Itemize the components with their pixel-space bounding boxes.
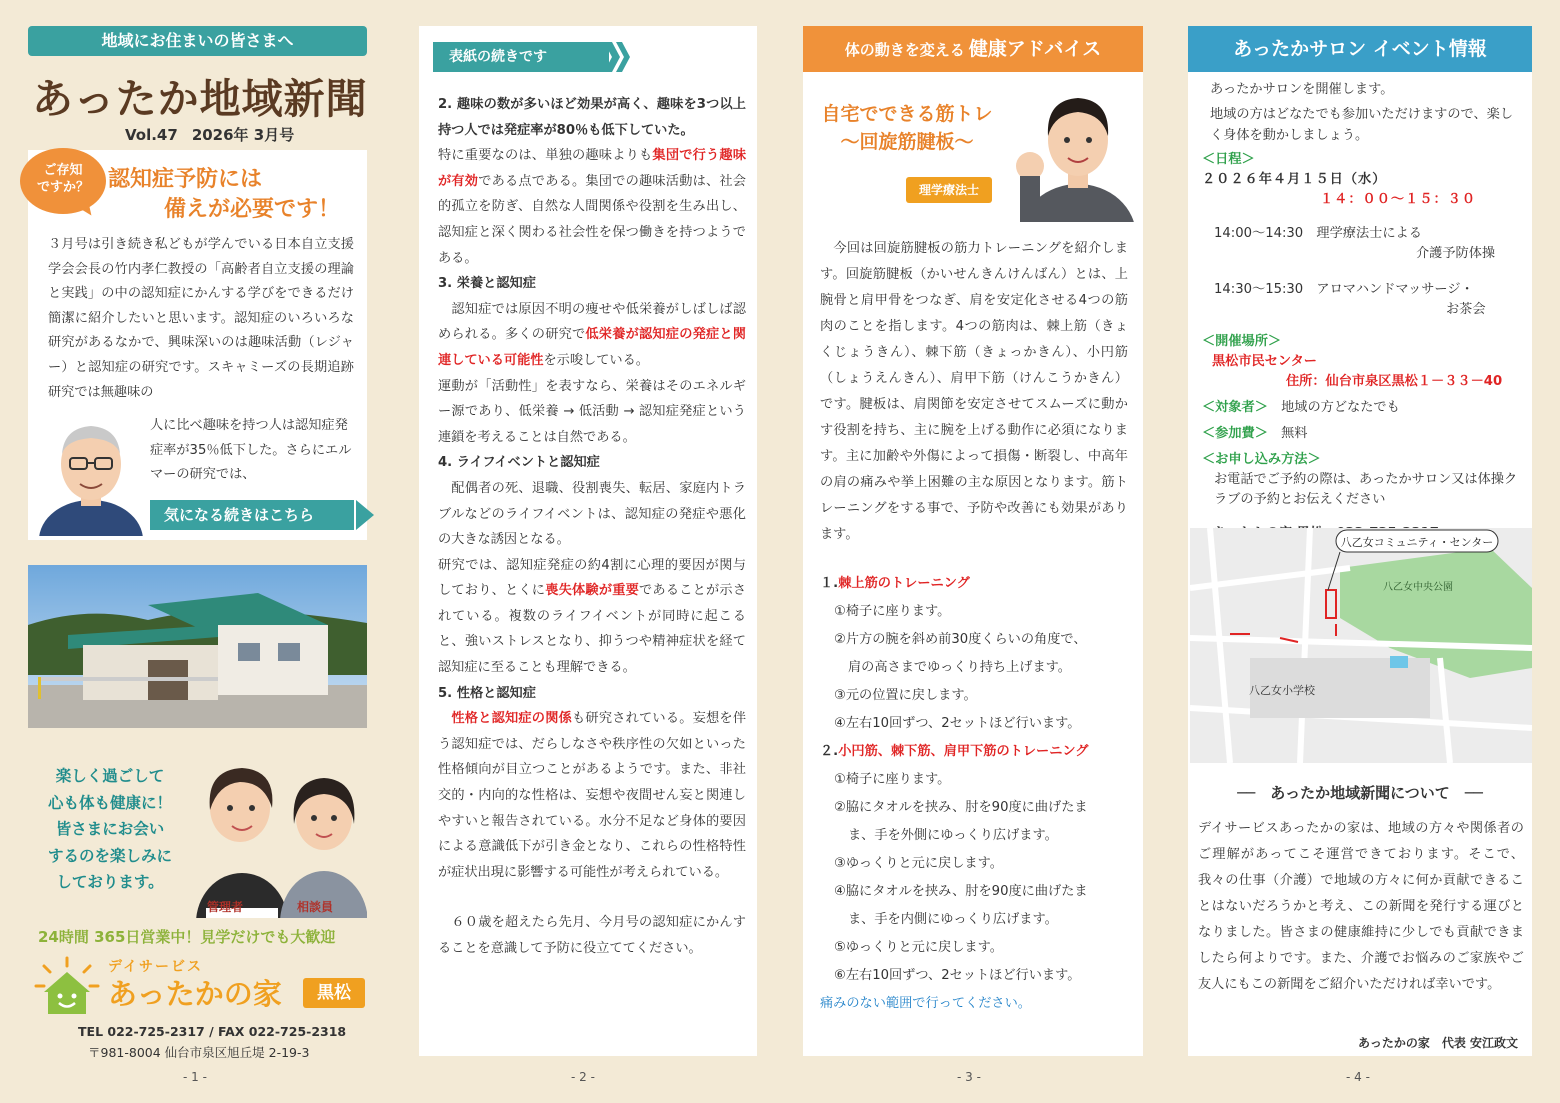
place-label: ＜開催場所＞ (1202, 334, 1282, 349)
section-title: 棘上筋のトレーニング (838, 576, 970, 591)
event-time: １４：００～１５：３０ (1320, 192, 1477, 207)
branch-badge: 黒松 (303, 978, 365, 1008)
page-number-2: - 2 - (571, 1070, 595, 1084)
facility-photo (28, 565, 367, 728)
place-address: 住所：仙台市泉区黒松１－３３－40 (1286, 374, 1503, 389)
step: ④脇にタオルを挟み、肘を90度に曲げたま (834, 884, 1088, 899)
health-advice-banner (803, 26, 1143, 72)
staff-greeting (30, 763, 190, 896)
about-text: デイサービスあったかの家は、地域の方々や関係者のご理解があってこそ運営できております。そこで、我々の仕事（介護）で地域の方々に何か貢献できることはないだろうかと考え、この新聞を発行する運びとなりました。皆さまの健康維持に少しでも貢献できましたら何よりです。また、介護でお悩みのご家族やご友人にもこの新聞をご紹介いただければ幸いです。 (1198, 821, 1524, 992)
greeting-line-1: 楽しく過ごして (55, 767, 165, 785)
volume-number: Vol.47 (125, 126, 178, 144)
page-number-4: - 4 - (1346, 1070, 1370, 1084)
did-you-know-bubble (20, 148, 106, 214)
apply-method: お電話でご予約の際は、あったかサロン又は体操クラブの予約とお伝えください (1214, 472, 1518, 507)
closing-paragraph: ６０歳を超えたら先月、今月号の認知症にかんすることを意識して予防に役立ててください。 (438, 915, 746, 956)
therapist-badge: 理学療法士 (906, 177, 992, 203)
paragraph-life-events: 配偶者の死、退職、役割喪失、転居、家庭内トラブルなどのライフイベントは、認知症の発症や悪化の大きな誘因となる。 (438, 480, 746, 548)
continued-tab (433, 42, 609, 72)
exercise-title (812, 100, 1002, 156)
paragraph-life-events-research (438, 553, 746, 681)
heading-personality: 5. 性格と認知症 (438, 685, 536, 701)
chevron-right-icon (604, 42, 634, 72)
step: ②脇にタオルを挟み、肘を90度に曲げたま (834, 800, 1088, 815)
greeting-line-5: しております。 (56, 873, 164, 891)
target-label: ＜対象者＞ (1202, 400, 1268, 415)
issue-info (125, 124, 308, 145)
step: ま、手を外側にゆっくり広げます。 (848, 828, 1058, 843)
hours-notice: 24時間 365日営業中！見学だけでも大歓迎 (38, 928, 336, 946)
fee-value: 無料 (1281, 426, 1308, 441)
about-title: ── あったか地域新聞について ── (1237, 784, 1483, 802)
highlight-text: 喪失体験が重要 (545, 583, 640, 599)
highlight-text: 低栄養が認知症の発症と関連している可能性 (438, 327, 746, 368)
exercise-steps (820, 570, 1130, 1018)
schedule-1-time: 14:00～14:30 (1214, 226, 1304, 241)
map-school-label: 八乙女小学校 (1249, 684, 1315, 697)
safety-note: 痛みのない範囲で行ってください。 (820, 996, 1031, 1011)
role-manager: 管理者 (207, 900, 244, 914)
point-2: 2. 趣味の数が多いほど効果が高く、趣味を3つ以上持つ人では発症率が80％も低下していた。 (438, 97, 746, 138)
schedule-1 (1202, 224, 1522, 244)
contact-phone: TEL 022-725-2317 / FAX 022-725-2318 (78, 1024, 347, 1039)
step: 肩の高さまでゆっくり持ち上げます。 (848, 660, 1071, 675)
schedule-2-time: 14:30～15:30 (1214, 282, 1304, 297)
step: ④左右10回ずつ、2セットほど行います。 (834, 716, 1081, 731)
event-location-map (1190, 528, 1532, 763)
text-span: も研究されている。妄想を伴う認知症では、だらしなさや秩序性の欠如といった性格傾向が目立つことがあるようです。また、非社交的・内向的な性格は、妄想や夜間せん妄と関連しやすいと報告されている。水分不足など身体的要因による意識低下が引き金となり、これらの性格特性が症状出現に影響する可能性が考えられている。 (438, 711, 747, 880)
text-span: を示唆している。 (543, 352, 649, 368)
role-counselor: 相談員 (297, 900, 334, 914)
greeting-line-4: するのを楽しみに (47, 846, 172, 865)
page-number-3: - 3 - (957, 1070, 981, 1084)
cover-body-text-continued: 人に比べ趣味を持つ人は認知症発症率が35％低下した。さらにエルマーの研究では、 (150, 418, 352, 483)
text-span: 認知症では原因不明の痩せや低栄養がしばしば認められる。多くの研究で (438, 301, 746, 343)
section-2-heading (820, 738, 1130, 766)
paragraph-group-hobby (438, 143, 746, 271)
bubble-line-1: ご存知 (43, 163, 83, 178)
event-intro (1210, 79, 1520, 146)
representative-signature: あったかの家 代表 安江政文 (1357, 1036, 1518, 1050)
page1-banner: 地域にお住まいの皆さまへ (28, 26, 367, 56)
page-number-1: - 1 - (183, 1070, 207, 1084)
date-label: ＜日程＞ (1202, 152, 1255, 167)
intro-line-1: あったかサロンを開催します。 (1210, 82, 1394, 97)
schedule-2-activity: アロマハンドマッサージ・ (1316, 282, 1474, 297)
schedule-1-activity: 理学療法士による (1316, 226, 1422, 241)
target-row (1202, 398, 1522, 418)
section-number: ２. (820, 744, 839, 759)
exercise-title-line-2: ～回旋筋腱板～ (840, 131, 974, 153)
step: ①椅子に座ります。 (834, 772, 951, 787)
event-date: ２０２６年４月１５日（水） (1202, 172, 1387, 187)
text-span: 研究では、認知症発症の約4割に心理的要因が関与しており、とくに (438, 557, 746, 599)
heading-nutrition: 3. 栄養と認知症 (438, 276, 536, 292)
section-number: １. (820, 576, 839, 591)
spacer (1202, 210, 1522, 224)
paragraph-personality (438, 706, 746, 885)
continued-article-text (438, 92, 746, 962)
text-span: であることが示されている。複数のライフイベントが同時に起こると、強いストレスとなり、抑うつや精神症状を経て認知症に至ることも理解できる。 (438, 583, 747, 676)
paragraph-nutrition (438, 297, 746, 374)
text-span: 特に重要なのは、単独の趣味よりも (438, 148, 653, 164)
step: ③元の位置に戻します。 (834, 688, 977, 703)
headline-line-1: 認知症予防には (108, 167, 263, 192)
spacer (1202, 320, 1522, 332)
logo-name: あったかの家 (108, 977, 282, 1011)
issue-date: 2026年 3月号 (191, 126, 295, 144)
target-value: 地域の方どなたでも (1281, 400, 1400, 415)
spacer (1202, 264, 1522, 280)
about-title-text: あったか地域新聞について (1270, 784, 1450, 802)
newspaper-title: あったか地域新聞 (32, 75, 368, 123)
step: ⑥左右10回ずつ、2セットほど行います。 (834, 968, 1081, 983)
event-details (1202, 150, 1522, 544)
banner-big-text: 健康アドバイス (968, 38, 1102, 60)
therapist-illustration (1008, 86, 1134, 222)
step: ②片方の腕を斜め前30度くらいの角度で、 (834, 632, 1087, 647)
heading-life-events: 4. ライフイベントと認知症 (438, 455, 600, 471)
greeting-line-2: 心も体も健康に！ (47, 793, 172, 812)
event-info-banner: あったかサロン イベント情報 (1188, 26, 1532, 72)
fee-row (1202, 424, 1522, 444)
continued-tab-label: 表紙の続きです (449, 49, 547, 65)
step: ①椅子に座ります。 (834, 604, 951, 619)
read-more-label: 気になる続きはこちら (164, 506, 315, 524)
schedule-1-activity-2: 介護予防体操 (1416, 246, 1496, 261)
section-1-heading (820, 570, 1130, 598)
map-callout-label: 八乙女コミュニティ・センター (1340, 536, 1494, 549)
read-more-button[interactable] (150, 500, 354, 530)
exercise-title-line-1: 自宅でできる筋トレ (821, 103, 993, 125)
map-park-label: 八乙女中央公園 (1383, 582, 1453, 593)
intro-line-2: 地域の方はどなたでも参加いただけますので、楽しく身体を動かしましょう。 (1210, 107, 1514, 143)
paragraph-activity: 運動が「活動性」を表すなら、栄養はそのエネルギー源であり、低栄養 → 低活動 → 認知症発症という連鎖を考えることは自然である。 (438, 378, 746, 445)
contact-address: 〒981-8004 仙台市泉区旭丘堤 2-19-3 (88, 1045, 310, 1060)
logo-subtitle: デイサービス (108, 959, 204, 975)
headline-line-2: 備えが必要です！ (163, 197, 340, 222)
bubble-line-2: ですか？ (36, 180, 89, 195)
rotator-cuff-intro: 今回は回旋筋腱板の筋力トレーニングを紹介します。回旋筋腱板（かいせんきんけんばん）とは、上腕骨と肩甲骨をつなぎ、肩を安定化させる4つの筋肉のことを指します。4つの筋肉は、棘上筋（きょくじょうきん）、棘下筋（きょっかきん）、小円筋（しょうえんきん）、肩甲下筋（けんこうかきん）です。腱板は、肩関節を安定させてスムーズに動かす役割を持ち、主に腕を上げる動作に必須になります。主に加齢や外傷によって損傷・断裂し、中高年の肩の痛みや挙上困難の主な原因となります。筋トレーニングをする事で、予防や改善にも効果があります。 (820, 241, 1128, 542)
schedule-2 (1202, 280, 1522, 300)
fee-label: ＜参加費＞ (1202, 426, 1268, 441)
professor-avatar-illustration (38, 408, 144, 536)
banner-small-text: 体の動きを変える (844, 41, 965, 59)
step: ③ゆっくりと元に戻します。 (834, 856, 1003, 871)
cover-body-text: ３月号は引き続き私どもが学んでいる日本自立支援学会会長の竹内孝仁教授の「高齢者自立支援の理論と実践」の中の認知症にかんする学びをできるだけ簡潔に紹介したいと思います。認知症のいろいろな研究があるなかで、興味深いのは趣味活動（レジャー）と認知症の研究です。スキャミーズの長期追跡研究では無趣味の (48, 237, 354, 400)
greeting-line-3: 皆さまにお会い (55, 820, 165, 838)
chevron-right-icon (356, 500, 374, 530)
highlight-text: 集団で行う趣味が有効 (438, 148, 747, 189)
cover-headline (108, 165, 358, 225)
spacer (438, 885, 746, 910)
step: ⑤ゆっくりと元に戻します。 (834, 940, 1003, 955)
step: ま、手を内側にゆっくり広げます。 (848, 912, 1058, 927)
text-span: である点である。集団での趣味活動は、社会的孤立を防ぎ、自然な人間関係や役割を生み出し、認知症と深く関わる社会性を保つ働きを持つようである。 (438, 173, 746, 266)
spacer (1202, 510, 1522, 524)
schedule-2-activity-2: お茶会 (1446, 302, 1486, 317)
apply-label: ＜お申し込み方法＞ (1202, 452, 1321, 467)
place-name: 黒松市民センター (1212, 354, 1317, 369)
sun-house-logo-icon (34, 956, 100, 1016)
staff-illustration (192, 758, 367, 918)
highlight-text: 性格と認知症の関係 (451, 711, 573, 727)
section-title: 小円筋、棘下筋、肩甲下筋のトレーニング (838, 744, 1089, 759)
